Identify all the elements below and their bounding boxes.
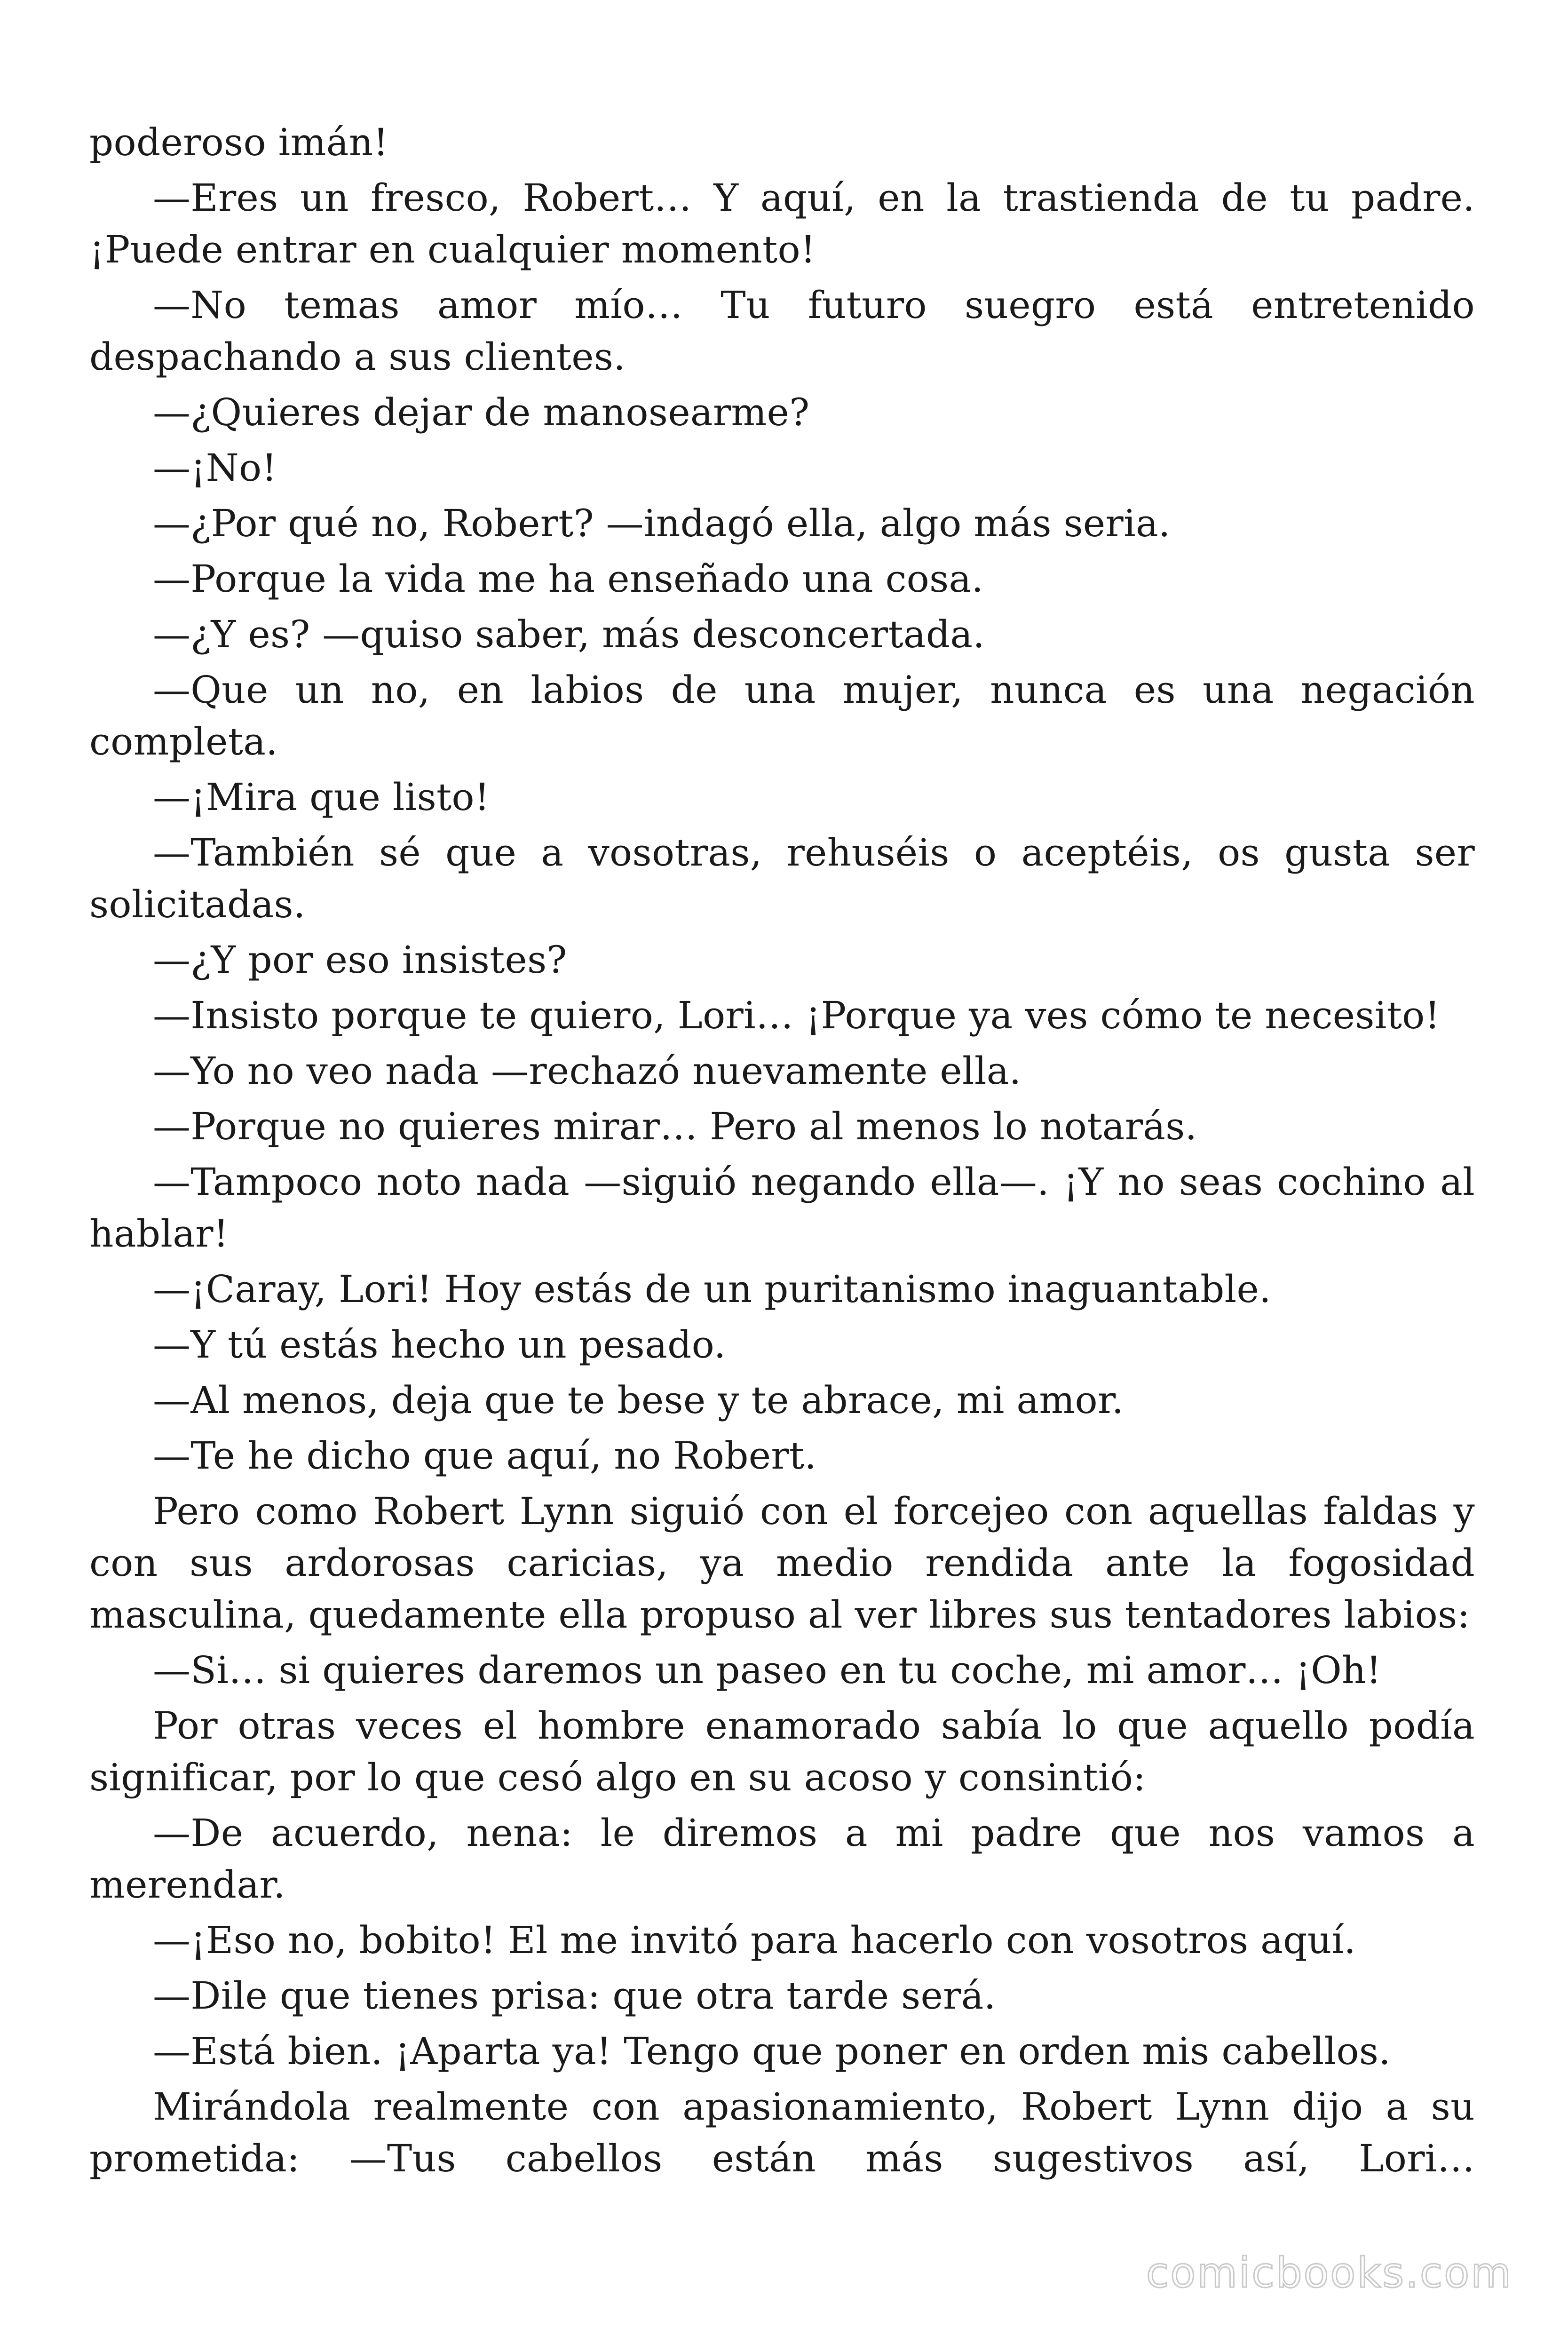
paragraph: —Y tú estás hecho un pesado. (153, 1323, 726, 1367)
paragraph: —Al menos, deja que te bese y te abrace, mi amor. (153, 1378, 1124, 1422)
paragraph: —Insisto porque te quiero, Lori… ¡Porque ya ves cómo te necesito! (153, 993, 1441, 1037)
paragraph: —¡Mira que listo! (153, 775, 490, 819)
paragraph: —Si… si quieres daremos un paseo en tu coche, mi amor… ¡Oh! (153, 1648, 1382, 1692)
paragraph: —No temas amor mío… Tu futuro suegro está entretenido despachando a sus clientes. (89, 283, 1475, 379)
paragraph: —¿Y es? —quiso saber, más desconcertada. (153, 612, 985, 656)
paragraph: Mirándola realmente con apasionamiento, Robert Lynn dijo a su prometida: —Tus cabellos están más sugestivos así, Lori… (89, 2085, 1475, 2180)
paragraph: —¿Y por eso insistes? (153, 938, 567, 982)
paragraph: —Tampoco noto nada —siguió negando ella—. ¡Y no seas cochino al hablar! (89, 1160, 1475, 1255)
paragraph: —Porque no quieres mirar… Pero al menos lo notarás. (153, 1104, 1197, 1148)
paragraph: Por otras veces el hombre enamorado sabía lo que aquello podía significar, por lo que cesó algo en su acoso y consintió: (89, 1704, 1475, 1799)
paragraph: —Yo no veo nada —rechazó nuevamente ella. (153, 1049, 1022, 1093)
paragraph: —¿Quieres dejar de manosearme? (153, 390, 810, 434)
paragraph: —Porque la vida me ha enseñado una cosa. (153, 557, 984, 601)
paragraph: —Te he dicho que aquí, no Robert. (153, 1434, 817, 1478)
page-text (89, 117, 1475, 2188)
paragraph: —¡Eso no, bobito! El me invitó para hacerlo con vosotros aquí. (153, 1918, 1356, 1962)
paragraph: —Está bien. ¡Aparta ya! Tengo que poner en orden mis cabellos. (153, 2029, 1391, 2073)
site-watermark: comicbooks.com (1146, 2249, 1513, 2297)
paragraph: Pero como Robert Lynn siguió con el forcejeo con aquellas faldas y con sus ardorosas caricias, ya medio rendida ante la fogosidad masculina, quedamente ella propuso al ver libres sus tentadores labios: (89, 1489, 1475, 1637)
paragraph: —Que un no, en labios de una mujer, nunca es una negación completa. (89, 668, 1475, 763)
paragraph: poderoso imán! (89, 120, 388, 164)
paragraph: —Dile que tienes prisa: que otra tarde será. (153, 1974, 996, 2018)
paragraph: —Eres un fresco, Robert… Y aquí, en la trastienda de tu padre. ¡Puede entrar en cualquier momento! (89, 176, 1475, 271)
paragraph: —De acuerdo, nena: le diremos a mi padre que nos vamos a merendar. (89, 1811, 1475, 1907)
paragraph: —¡No! (153, 446, 277, 490)
paragraph: —¿Por qué no, Robert? —indagó ella, algo más seria. (153, 501, 1171, 545)
paragraph: —¡Caray, Lori! Hoy estás de un puritanismo inaguantable. (153, 1267, 1271, 1311)
paragraph: —También sé que a vosotras, rehuséis o aceptéis, os gusta ser solicitadas. (89, 831, 1475, 926)
